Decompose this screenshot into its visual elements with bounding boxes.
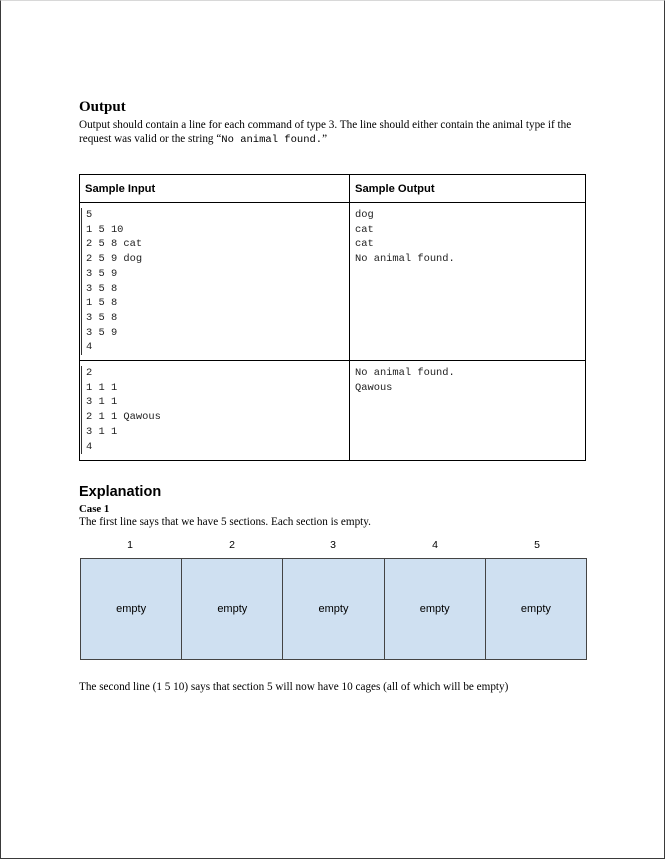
output-description-text: Output should contain a line for each command of type 3. The line should either contain the animal type if the request was valid or the string “ bbox=[79, 119, 572, 145]
input-line: 3 1 1 bbox=[86, 425, 118, 438]
output-line: Qawous bbox=[355, 381, 393, 394]
input-line: 4 bbox=[86, 341, 93, 354]
input-line: 5 bbox=[86, 209, 93, 221]
output-description bbox=[79, 118, 599, 147]
sample-input-header: Sample Input bbox=[80, 175, 350, 203]
no-animal-found-code: No animal found. bbox=[221, 134, 323, 146]
sample-output-cell-2 bbox=[350, 361, 586, 461]
input-line: 3 5 9 bbox=[86, 326, 118, 339]
input-line: 3 1 1 bbox=[86, 396, 118, 409]
input-line: 3 5 8 bbox=[86, 311, 118, 324]
sample-output-cell-1 bbox=[350, 203, 586, 361]
input-line: 1 5 10 bbox=[86, 223, 124, 236]
section-number: 4 bbox=[432, 539, 438, 551]
sample-input-cell-2 bbox=[80, 361, 350, 461]
input-line: 2 5 8 cat bbox=[86, 238, 143, 251]
sample-row-1 bbox=[80, 203, 586, 361]
sample-row-2 bbox=[80, 361, 586, 461]
section-number: 3 bbox=[330, 539, 336, 551]
section-cell: empty bbox=[182, 559, 283, 659]
section-cell: empty bbox=[385, 559, 486, 659]
input-line: 2 1 1 Qawous bbox=[86, 411, 161, 424]
sample-input-cell-1 bbox=[80, 203, 350, 361]
input-line: 2 5 9 dog bbox=[86, 253, 143, 266]
second-line-explanation: The second line (1 5 10) says that section 5 will now have 10 cages (all of which will be empty) bbox=[79, 681, 509, 693]
sections-diagram bbox=[80, 558, 587, 660]
section-cell: empty bbox=[486, 559, 586, 659]
output-line: No animal found. bbox=[355, 367, 455, 379]
input-line: 3 5 8 bbox=[86, 282, 118, 295]
explanation-heading: Explanation bbox=[79, 484, 162, 500]
output-description-end: ” bbox=[322, 133, 328, 145]
sample-input-2 bbox=[81, 366, 349, 454]
input-line: 1 5 8 bbox=[86, 297, 118, 310]
sample-output-2 bbox=[355, 366, 585, 395]
output-line: cat bbox=[355, 238, 374, 251]
input-line: 4 bbox=[86, 440, 93, 453]
output-heading: Output bbox=[79, 99, 126, 115]
section-cell: empty bbox=[81, 559, 182, 659]
section-cell: empty bbox=[283, 559, 384, 659]
case-label: Case 1 bbox=[79, 503, 110, 515]
section-number: 2 bbox=[229, 539, 235, 551]
sample-output-header: Sample Output bbox=[350, 175, 586, 203]
output-line: dog bbox=[355, 209, 374, 221]
input-line: 3 5 9 bbox=[86, 267, 118, 280]
section-number: 5 bbox=[534, 539, 540, 551]
input-line: 2 bbox=[86, 367, 93, 379]
first-line-explanation: The first line says that we have 5 sections. Each section is empty. bbox=[79, 516, 371, 528]
output-line: No animal found. bbox=[355, 253, 455, 266]
sample-input-1 bbox=[81, 208, 349, 355]
sample-io-table bbox=[79, 174, 586, 461]
output-line: cat bbox=[355, 223, 374, 236]
sample-output-1 bbox=[355, 208, 585, 267]
section-number: 1 bbox=[127, 539, 133, 551]
input-line: 1 1 1 bbox=[86, 381, 118, 394]
